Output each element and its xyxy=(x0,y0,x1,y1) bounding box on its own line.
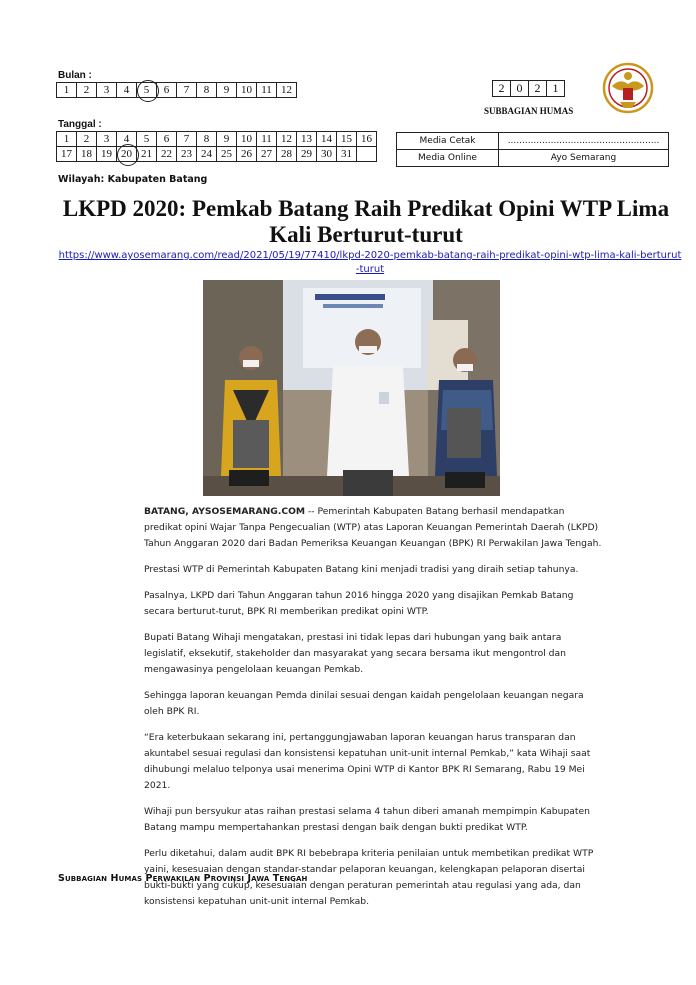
day-cell: 2 xyxy=(77,132,97,147)
article-paragraph: Sehingga laporan keuangan Pemda dinilai sesuai dengan kaidah pengelolaan keuangan negara oleh BPK RI. xyxy=(144,690,584,717)
day-cell: 13 xyxy=(297,132,317,147)
month-cell: 11 xyxy=(257,83,277,98)
media-cetak-label: Media Cetak xyxy=(397,133,499,150)
article-paragraph: “Era keterbukaan sekarang ini, pertanggungjawaban laporan keuangan harus transparan dan akuntabel sesuai regulasi dan konsistensi kepatuhan unit-unit internal Pemkab,” kata Wihaji saat dihubungi melaluo telponya usai menerima Opini WTP di Kantor BPK RI Semarang, Rabu 19 Mei 2021. xyxy=(144,732,591,791)
month-cell: 3 xyxy=(97,83,117,98)
bpk-emblem-icon xyxy=(602,62,654,116)
article-lead-text: -- Pemerintah Kabupaten Batang berhasil mendapatkan predikat opini Wajar Tanpa Pengecualian (WTP) atas Laporan Keuangan Pemerintah Daerah (LKPD) Tahun Anggaran 2020 dari Badan Pemeriksa Keuangan Keuangan (BPK) RI Perwakilan Jawa Tengah. xyxy=(144,506,602,549)
bulan-label: Bulan : xyxy=(58,70,92,81)
article-paragraph: Perlu diketahui, dalam audit BPK RI bebebrapa kriteria penilaian untuk membetikan predikat WTP yaini, kesesuaian dengan standar-standar pelaporan keuangan, kelengkapan pelaporan disertai bukti-bukti yang cukup, kesesuaian dengan peraturan pemerintah atau regulasi yang ada, dan konsistensi kepatuhan unit-unit internal Pemkab. xyxy=(144,848,594,907)
day-cell xyxy=(357,147,377,162)
month-cell: 6 xyxy=(157,83,177,98)
month-cell: 10 xyxy=(237,83,257,98)
month-cell: 7 xyxy=(177,83,197,98)
month-cell: 1 xyxy=(57,83,77,98)
day-cell: 17 xyxy=(57,147,77,162)
day-cell: 6 xyxy=(157,132,177,147)
article-paragraph: Prestasi WTP di Pemerintah Kabupaten Batang kini menjadi tradisi yang diraih setiap tahunya. xyxy=(144,564,579,575)
day-cell: 14 xyxy=(317,132,337,147)
day-cell: 29 xyxy=(297,147,317,162)
month-cell: 4 xyxy=(117,83,137,98)
article-lead-dateline: BATANG, AYSOSEMARANG.COM xyxy=(144,506,306,517)
month-cell: 8 xyxy=(197,83,217,98)
year-digit: 2 xyxy=(493,81,511,97)
article-paragraph: Wihaji pun bersyukur atas raihan prestasi selama 4 tahun diberi amanah mempimpin Kabupaten Batang mampu mempertahankan prestasi dengan baik dengan bukti predikat WTP. xyxy=(144,806,590,833)
article-body xyxy=(144,504,602,920)
day-cell: 28 xyxy=(277,147,297,162)
day-cell: 10 xyxy=(237,132,257,147)
day-cell: 24 xyxy=(197,147,217,162)
wilayah-label: Wilayah: Kabupaten Batang xyxy=(58,174,208,185)
article-lead-paragraph xyxy=(144,504,602,552)
day-cell: 31 xyxy=(337,147,357,162)
day-cell: 1 xyxy=(57,132,77,147)
day-cell: 27 xyxy=(257,147,277,162)
media-table xyxy=(396,132,669,167)
day-cell: 15 xyxy=(337,132,357,147)
month-grid xyxy=(56,82,297,98)
media-online-label: Media Online xyxy=(397,150,499,167)
day-cell: 21 xyxy=(137,147,157,162)
day-cell: 7 xyxy=(177,132,197,147)
day-cell: 16 xyxy=(357,132,377,147)
day-cell: 22 xyxy=(157,147,177,162)
article-paragraph: Pasalnya, LKPD dari Tahun Anggaran tahun 2016 hingga 2020 yang disajikan Pemkab Batang secara berturut-turut, BPK RI memberikan predikat opini WTP. xyxy=(144,590,574,617)
day-cell: 8 xyxy=(197,132,217,147)
day-grid xyxy=(56,131,377,162)
day-cell: 19 xyxy=(97,147,117,162)
article-photo xyxy=(203,280,500,496)
day-cell: 30 xyxy=(317,147,337,162)
year-digit: 1 xyxy=(547,81,565,97)
month-cell: 9 xyxy=(217,83,237,98)
year-digit: 2 xyxy=(529,81,547,97)
day-cell: 11 xyxy=(257,132,277,147)
day-cell: 20 xyxy=(117,147,137,162)
day-cell: 26 xyxy=(237,147,257,162)
year-box xyxy=(492,80,565,97)
media-cetak-value: ..................................................... xyxy=(499,133,669,150)
day-cell: 23 xyxy=(177,147,197,162)
article-paragraph: Bupati Batang Wihaji mengatakan, prestasi ini tidak lepas dari hubungan yang baik antara legislatif, eksekutif, stakeholder dan masyarakat yang secara bersama ikut mengontrol dan mengawasinya pengelolaan keuangan Pemkab. xyxy=(144,632,566,675)
day-cell: 12 xyxy=(277,132,297,147)
subbagian-humas-label: SUBBAGIAN HUMAS xyxy=(484,106,574,116)
day-cell: 3 xyxy=(97,132,117,147)
day-cell: 9 xyxy=(217,132,237,147)
footer-subbagian: Subbagian Humas Perwakilan Provinsi Jawa Tengah xyxy=(58,873,308,884)
media-online-value: Ayo Semarang xyxy=(499,150,669,167)
article-url-link[interactable]: https://www.ayosemarang.com/read/2021/05/19/77410/lkpd-2020-pemkab-batang-raih-predikat-opini-wtp-lima-kali-berturut-turut xyxy=(58,250,682,275)
day-cell: 4 xyxy=(117,132,137,147)
day-cell: 25 xyxy=(217,147,237,162)
day-cell: 5 xyxy=(137,132,157,147)
year-digit: 0 xyxy=(511,81,529,97)
article-title: LKPD 2020: Pemkab Batang Raih Predikat Opini WTP Lima Kali Berturut-turut xyxy=(62,196,670,247)
month-cell: 12 xyxy=(277,83,297,98)
tanggal-label: Tanggal : xyxy=(58,119,102,130)
day-cell: 18 xyxy=(77,147,97,162)
month-cell: 5 xyxy=(137,83,157,98)
month-cell: 2 xyxy=(77,83,97,98)
